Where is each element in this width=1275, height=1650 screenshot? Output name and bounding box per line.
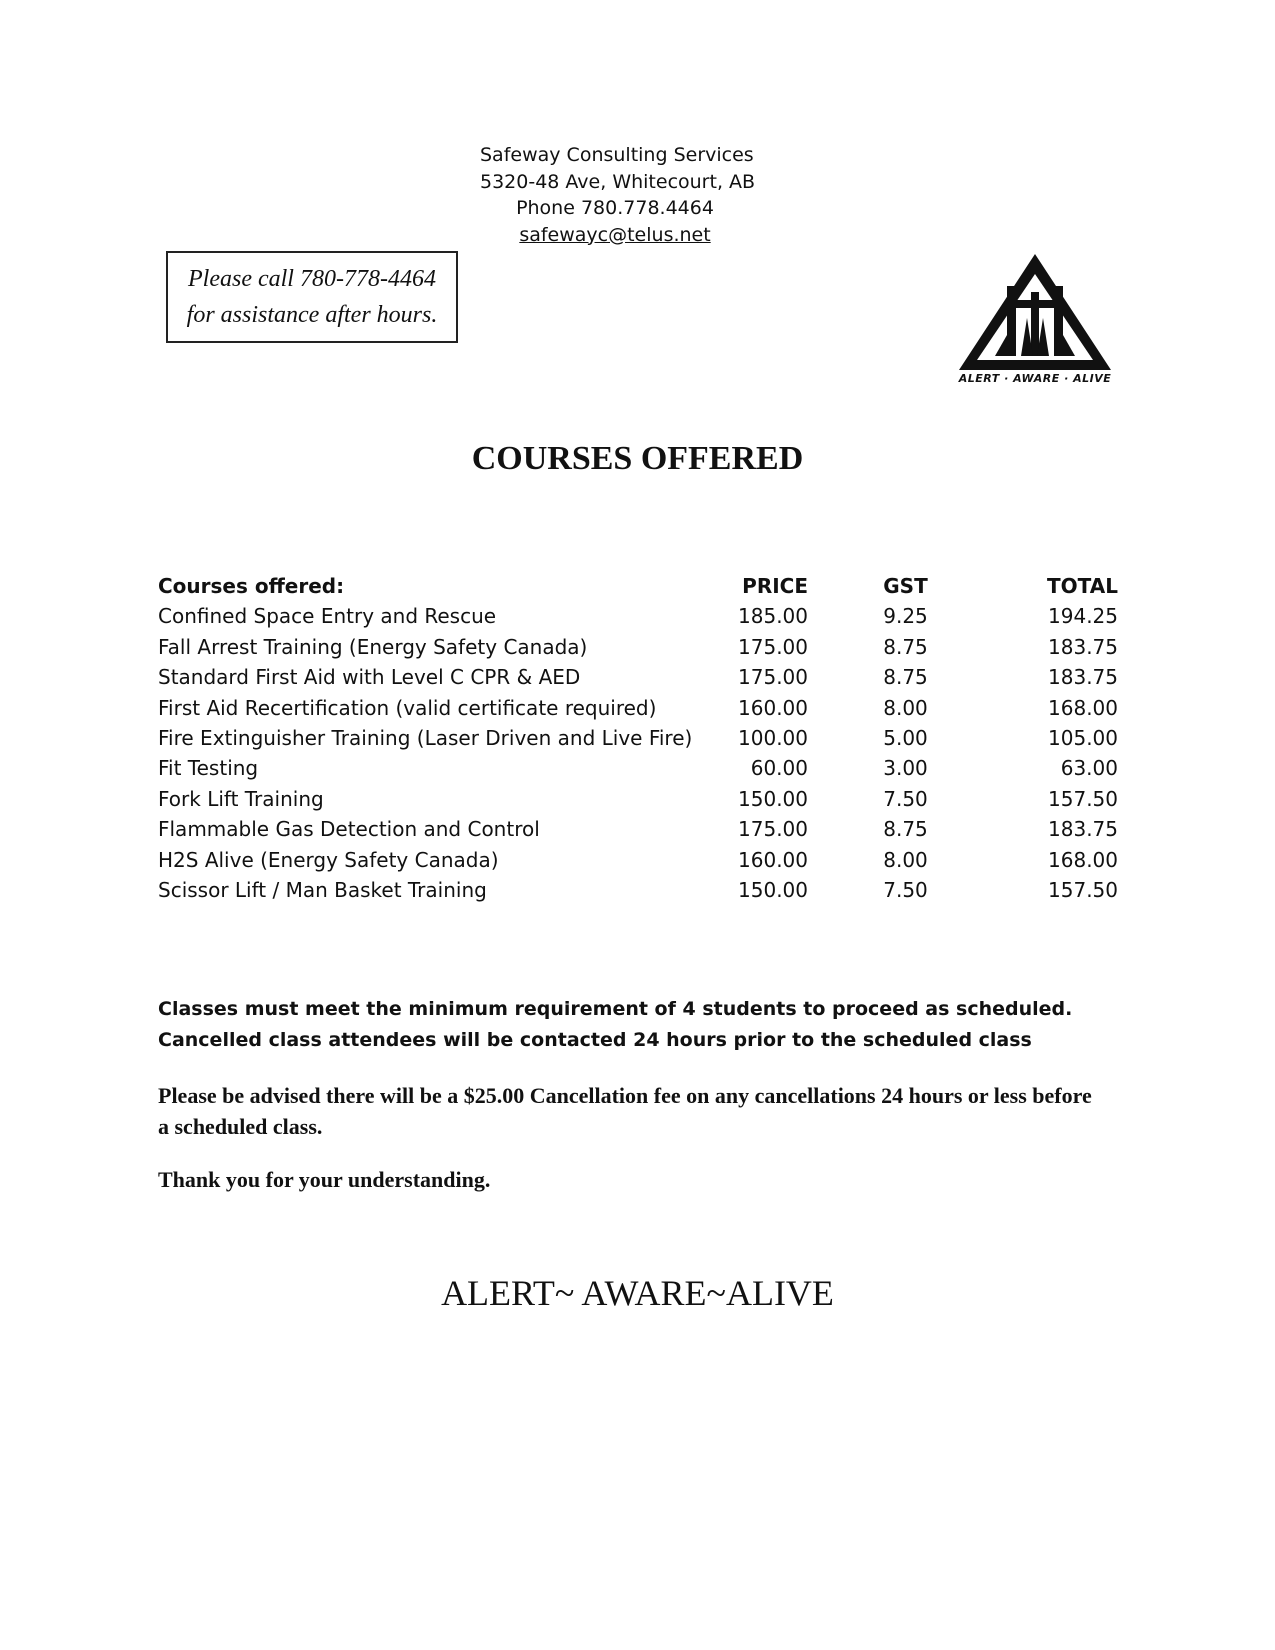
courses-table — [158, 571, 1118, 905]
course-gst: 8.00 — [883, 695, 928, 720]
class-policy — [158, 994, 1072, 1056]
header-price: PRICE — [742, 574, 808, 598]
course-name: Scissor Lift / Man Basket Training — [158, 877, 487, 902]
notice-line-2: for assistance after hours. — [186, 302, 438, 328]
table-row — [158, 784, 1118, 814]
course-gst: 8.75 — [883, 634, 928, 659]
header-total: TOTAL — [1047, 574, 1118, 598]
course-price: 185.00 — [738, 604, 808, 629]
table-header-row — [158, 571, 1118, 601]
course-price: 175.00 — [738, 665, 808, 690]
company-header — [480, 142, 756, 248]
course-name: Fire Extinguisher Training (Laser Driven and Live Fire) — [158, 725, 693, 750]
notice-line-1: Please call 780-778-4464 — [188, 266, 436, 292]
motto: ALERT~ AWARE~ALIVE — [441, 1273, 834, 1313]
table-row — [158, 723, 1118, 753]
course-total: 168.00 — [1048, 695, 1118, 720]
course-total: 157.50 — [1048, 786, 1118, 811]
triangle-logo-icon — [955, 252, 1115, 374]
page-title: COURSES OFFERED — [471, 440, 804, 477]
course-price: 175.00 — [738, 634, 808, 659]
table-row — [158, 814, 1118, 844]
policy-line-2: Cancelled class attendees will be contacted 24 hours prior to the scheduled class — [158, 1029, 1032, 1051]
course-name: First Aid Recertification (valid certificate required) — [158, 695, 657, 720]
company-logo — [955, 252, 1115, 392]
company-address: 5320-48 Ave, Whitecourt, AB — [480, 170, 756, 193]
course-gst: 5.00 — [883, 725, 928, 750]
table-row — [158, 632, 1118, 662]
course-total: 183.75 — [1048, 634, 1118, 659]
course-name: Flammable Gas Detection and Control — [158, 817, 540, 842]
course-name: Confined Space Entry and Rescue — [158, 604, 497, 629]
after-hours-notice — [166, 251, 458, 343]
course-price: 175.00 — [738, 817, 808, 842]
table-row — [158, 845, 1118, 875]
course-gst: 8.75 — [883, 817, 928, 842]
course-gst: 7.50 — [883, 786, 928, 811]
course-gst: 9.25 — [883, 604, 928, 629]
company-email-link[interactable]: safewayc@telus.net — [519, 223, 711, 246]
company-name: Safeway Consulting Services — [480, 144, 754, 166]
course-total: 168.00 — [1048, 847, 1118, 872]
header-gst: GST — [883, 574, 928, 598]
course-total: 183.75 — [1048, 665, 1118, 690]
course-gst: 3.00 — [883, 756, 928, 781]
course-total: 105.00 — [1048, 725, 1118, 750]
thank-you-note: Thank you for your understanding. — [158, 1167, 491, 1192]
course-name: Fit Testing — [158, 756, 259, 781]
table-row — [158, 875, 1118, 905]
course-name: H2S Alive (Energy Safety Canada) — [158, 847, 499, 872]
course-price: 160.00 — [738, 847, 808, 872]
course-name: Standard First Aid with Level C CPR & AED — [158, 665, 581, 690]
table-row — [158, 753, 1118, 783]
logo-caption: ALERT · AWARE · ALIVE — [958, 372, 1112, 385]
table-row — [158, 693, 1118, 723]
course-name: Fall Arrest Training (Energy Safety Canada) — [158, 634, 588, 659]
course-total: 157.50 — [1048, 877, 1118, 902]
course-gst: 8.75 — [883, 665, 928, 690]
course-gst: 8.00 — [883, 847, 928, 872]
header-course: Courses offered: — [158, 574, 345, 598]
course-total: 183.75 — [1048, 817, 1118, 842]
table-row — [158, 601, 1118, 631]
course-price: 60.00 — [750, 756, 808, 781]
policy-line-1: Classes must meet the minimum requirement of 4 students to proceed as scheduled. — [158, 998, 1073, 1020]
company-phone: Phone 780.778.4464 — [516, 197, 714, 219]
course-price: 150.00 — [738, 786, 808, 811]
course-name: Fork Lift Training — [158, 786, 324, 811]
table-row — [158, 662, 1118, 692]
course-gst: 7.50 — [883, 877, 928, 902]
course-price: 150.00 — [738, 877, 808, 902]
course-price: 100.00 — [738, 725, 808, 750]
course-total: 63.00 — [1060, 756, 1118, 781]
cancellation-fee-notice: Please be advised there will be a $25.00 Cancellation fee on any cancellations 24 hours or less before a scheduled class. — [158, 1083, 1092, 1139]
course-total: 194.25 — [1048, 604, 1118, 629]
course-price: 160.00 — [738, 695, 808, 720]
